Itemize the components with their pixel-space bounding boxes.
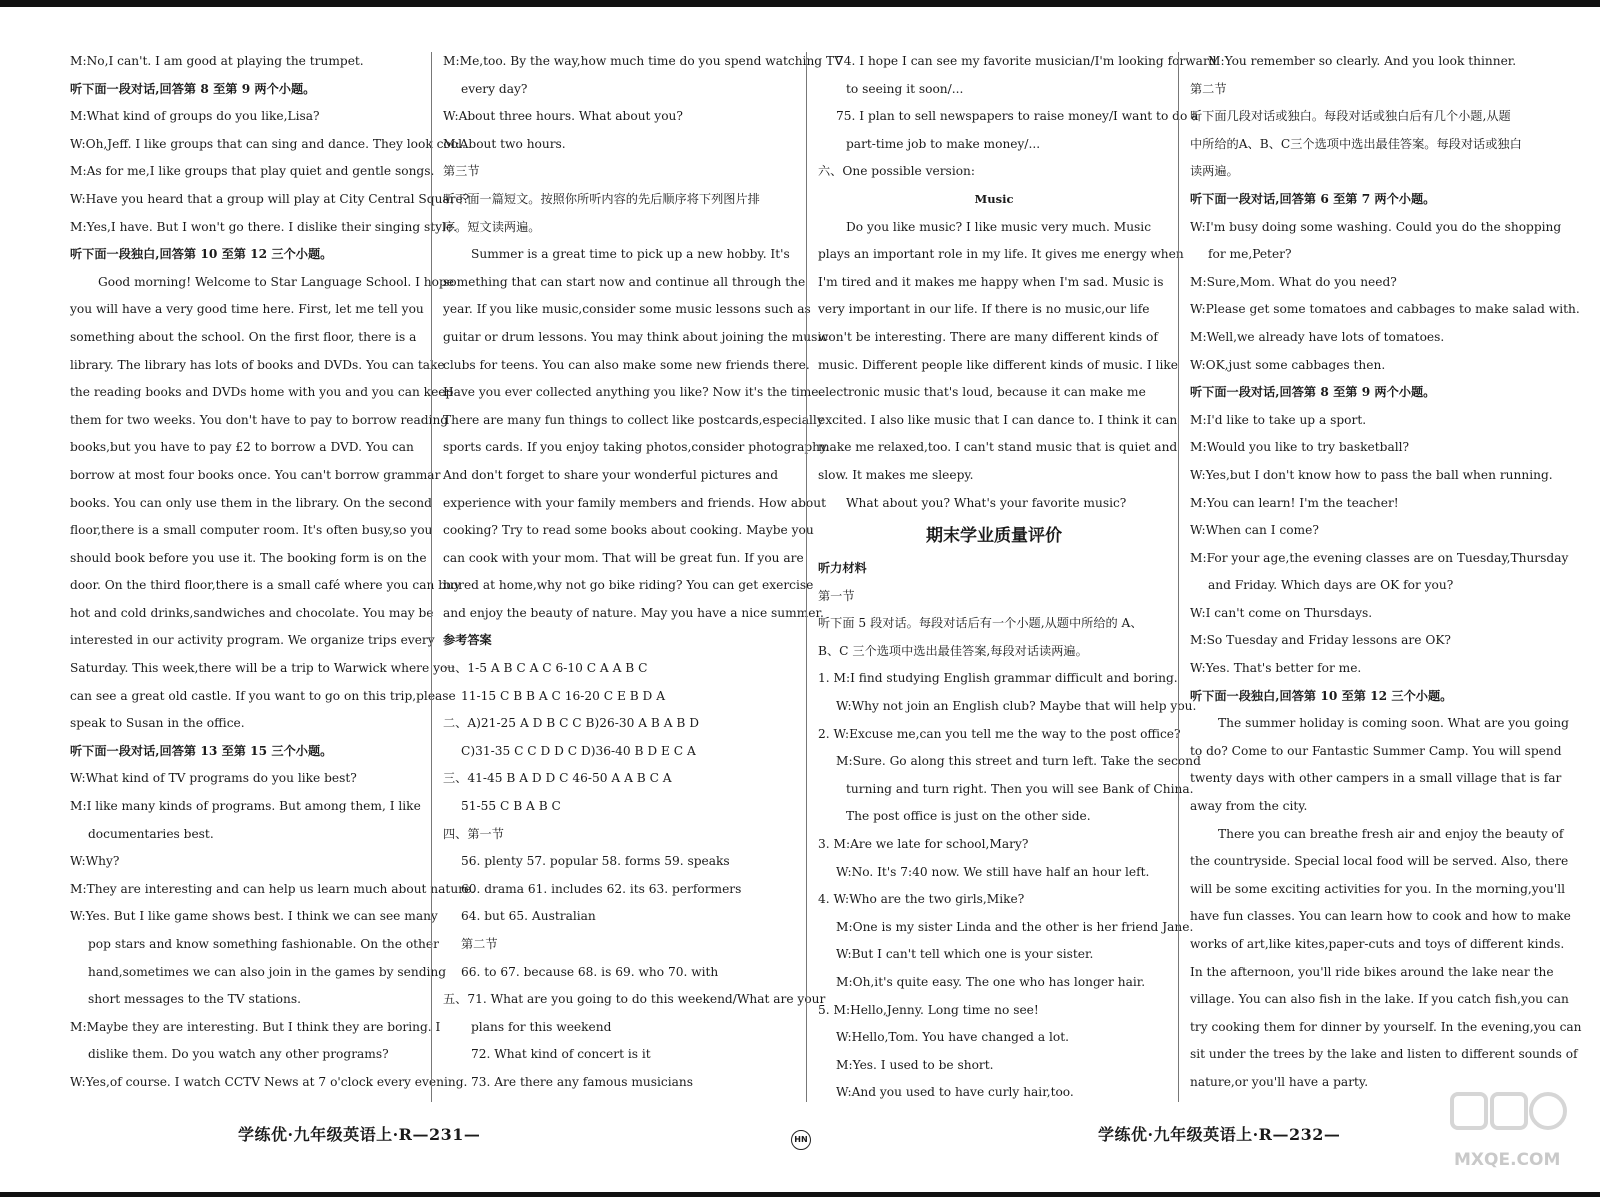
text-line: make me relaxed,too. I can't stand music that is quiet and bbox=[818, 440, 1178, 455]
text-line: pop stars and know something fashionable. On the other bbox=[88, 937, 439, 951]
text-line: hot and cold drinks,sandwiches and chocolate. You may be bbox=[70, 605, 434, 620]
text-line: 参考答案 bbox=[443, 633, 492, 648]
text-line: W:OK,just some cabbages then. bbox=[1190, 357, 1386, 372]
text-line: M:You can learn! I'm the teacher! bbox=[1190, 495, 1399, 510]
text-line: every day? bbox=[461, 81, 528, 96]
text-line: M:Yes. I used to be short. bbox=[836, 1057, 994, 1072]
text-line: 期末学业质量评价 bbox=[926, 526, 1062, 547]
text-line: W:I'm busy doing some washing. Could you do the shopping bbox=[1190, 219, 1562, 234]
text-line: speak to Susan in the office. bbox=[70, 716, 245, 731]
text-line: Good morning! Welcome to Star Language School. I hope bbox=[98, 274, 454, 289]
text-line: What about you? What's your favorite music? bbox=[846, 495, 1127, 510]
text-line: 第二节 bbox=[1190, 81, 1227, 96]
text-line: The summer holiday is coming soon. What are you going bbox=[1218, 716, 1569, 731]
text-line: you will have a very good time here. First, let me tell you bbox=[70, 302, 424, 317]
text-line: W:About three hours. What about you? bbox=[443, 109, 683, 124]
text-line: 72. What kind of concert is it bbox=[471, 1047, 651, 1062]
text-line: 听下面一段独白,回答第 10 至第 12 三个小题。 bbox=[70, 247, 333, 262]
text-line: slow. It makes me sleepy. bbox=[818, 467, 974, 482]
text-line: There you can breathe fresh air and enjoy the beauty of bbox=[1218, 826, 1564, 841]
text-line: 4. W:Who are the two girls,Mike? bbox=[818, 892, 1025, 907]
text-line: works of art,like kites,paper-cuts and toys of different kinds. bbox=[1190, 937, 1565, 951]
text-line: the reading books and DVDs home with you and you can keep bbox=[70, 385, 454, 400]
text-line: 四、第一节 bbox=[443, 826, 504, 841]
text-line: The post office is just on the other side. bbox=[846, 809, 1091, 824]
text-line: There are many fun things to collect like postcards,especially bbox=[443, 412, 824, 427]
bottom-edge bbox=[0, 1192, 1600, 1197]
text-line: M:About two hours. bbox=[443, 136, 566, 151]
text-line: M:Yes,I have. But I won't go there. I dislike their singing style. bbox=[70, 219, 458, 234]
text-line: have fun classes. You can learn how to cook and how to make bbox=[1190, 909, 1571, 924]
text-line: and enjoy the beauty of nature. May you have a nice summer. bbox=[443, 605, 824, 620]
page-footer-right: 学练优·九年级英语上·R—232— bbox=[1098, 1125, 1341, 1144]
text-line: 听下面一段对话,回答第 13 至第 15 三个小题。 bbox=[70, 743, 333, 758]
text-line: cooking? Try to read some books about cooking. Maybe you bbox=[443, 523, 814, 538]
text-line: 听下面一篇短文。按照你所听内容的先后顺序将下列图片排 bbox=[443, 191, 760, 206]
text-line: clubs for teens. You can also make some new friends there. bbox=[443, 357, 810, 372]
text-line: music. Different people like different kinds of music. I like bbox=[818, 357, 1178, 372]
text-line: can see a great old castle. If you want to go on this trip,please bbox=[70, 688, 456, 703]
text-line: M:What kind of groups do you like,Lisa? bbox=[70, 109, 320, 124]
text-line: W:Oh,Jeff. I like groups that can sing and dance. They look cool. bbox=[70, 136, 466, 151]
text-line: 第二节 bbox=[461, 937, 498, 951]
text-line: M:As for me,I like groups that play quiet and gentle songs. bbox=[70, 164, 435, 179]
text-line: 73. Are there any famous musicians bbox=[471, 1074, 694, 1089]
text-line: borrow at most four books once. You can't borrow grammar bbox=[70, 467, 441, 482]
text-line: excited. I also like music that I can dance to. I think it can bbox=[818, 412, 1178, 427]
text-line: M:One is my sister Linda and the other is her friend Jane. bbox=[836, 919, 1194, 934]
text-line: W:No. It's 7:40 now. We still have half an hour left. bbox=[836, 864, 1150, 879]
text-line: 1. M:I find studying English grammar difficult and boring. bbox=[818, 671, 1178, 686]
text-line: plans for this weekend bbox=[471, 1019, 612, 1034]
text-line: In the afternoon, you'll ride bikes around the lake near the bbox=[1190, 964, 1554, 979]
text-line: Saturday. This week,there will be a trip to Warwick where you bbox=[70, 661, 456, 676]
text-line: Do you like music? I like music very much. Music bbox=[846, 219, 1152, 234]
column-4 bbox=[1190, 48, 1582, 1108]
text-line: M:No,I can't. I am good at playing the trumpet. bbox=[70, 54, 364, 68]
column-divider bbox=[806, 52, 807, 1102]
text-line: W:Hello,Tom. You have changed a lot. bbox=[836, 1030, 1070, 1045]
text-line: electronic music that's loud, because it can make me bbox=[818, 385, 1146, 400]
text-line: 听力材料 bbox=[818, 561, 867, 576]
text-line: library. The library has lots of books and DVDs. You can take bbox=[70, 357, 445, 372]
text-line: M:I'd like to take up a sport. bbox=[1190, 412, 1367, 427]
text-line: sports cards. If you enjoy taking photos,consider photography. bbox=[443, 440, 830, 455]
text-line: Summer is a great time to pick up a new hobby. It's bbox=[471, 247, 790, 262]
hn-badge: HN bbox=[791, 1130, 811, 1150]
text-line: B、C 三个选项中选出最佳答案,每段对话读两遍。 bbox=[818, 643, 1088, 658]
text-line: something that can start now and continue all through the bbox=[443, 274, 806, 289]
text-line: and Friday. Which days are OK for you? bbox=[1208, 578, 1454, 593]
text-line: 11-15 C B B A C 16-20 C E B D A bbox=[461, 688, 665, 703]
text-line: floor,there is a small computer room. It's often busy,so you bbox=[70, 523, 433, 538]
text-line: C)31-35 C C D D C D)36-40 B D E C A bbox=[461, 743, 696, 758]
text-line: can cook with your mom. That will be great fun. If you are bbox=[443, 550, 804, 565]
text-line: interested in our activity program. We organize trips every bbox=[70, 633, 435, 648]
text-line: M:Sure. Go along this street and turn left. Take the second bbox=[836, 754, 1201, 769]
column-divider bbox=[1178, 52, 1179, 1102]
text-line: M:I like many kinds of programs. But among them, I like bbox=[70, 799, 421, 814]
text-line: M:So Tuesday and Friday lessons are OK? bbox=[1190, 633, 1451, 648]
text-line: 3. M:Are we late for school,Mary? bbox=[818, 837, 1029, 852]
text-line: Have you ever collected anything you like? Now it's the time. bbox=[443, 385, 823, 400]
text-line: 听下面一段对话,回答第 8 至第 9 两个小题。 bbox=[70, 81, 316, 96]
text-line: 听下面几段对话或独白。每段对话或独白后有几个小题,从题 bbox=[1190, 109, 1511, 124]
text-line: 75. I plan to sell newspapers to raise money/I want to do a bbox=[836, 109, 1199, 124]
text-line: 2. W:Excuse me,can you tell me the way to the post office? bbox=[818, 726, 1181, 741]
text-line: W:I can't come on Thursdays. bbox=[1190, 605, 1373, 620]
text-line: dislike them. Do you watch any other programs? bbox=[88, 1047, 389, 1062]
text-line: W:And you used to have curly hair,too. bbox=[836, 1085, 1074, 1100]
text-line: books,but you have to pay £2 to borrow a DVD. You can bbox=[70, 440, 414, 455]
text-line: M:Well,we already have lots of tomatoes. bbox=[1190, 329, 1445, 344]
text-line: Music bbox=[974, 191, 1014, 206]
top-edge bbox=[0, 0, 1600, 7]
text-line: the countryside. Special local food will be served. Also, there bbox=[1190, 854, 1569, 869]
text-line: very important in our life. If there is no music,our life bbox=[818, 302, 1150, 317]
text-line: M:For your age,the evening classes are on Tuesday,Thursday bbox=[1190, 550, 1569, 565]
text-line: 听下面一段对话,回答第 8 至第 9 两个小题。 bbox=[1190, 385, 1436, 400]
text-line: W:Why not join an English club? Maybe that will help you. bbox=[836, 699, 1197, 714]
text-line: experience with your family members and friends. How about bbox=[443, 495, 827, 510]
text-line: door. On the third floor,there is a small café where you can buy bbox=[70, 578, 461, 593]
text-line: to do? Come to our Fantastic Summer Camp. You will spend bbox=[1190, 743, 1562, 758]
text-line: W:But I can't tell which one is your sister. bbox=[836, 947, 1094, 962]
text-line: 60. drama 61. includes 62. its 63. performers bbox=[461, 881, 742, 896]
text-line: books. You can only use them in the library. On the second bbox=[70, 495, 432, 510]
text-line: 中所给的A、B、C三个选项中选出最佳答案。每段对话或独白 bbox=[1190, 136, 1522, 151]
text-line: W:Yes,of course. I watch CCTV News at 7 o'clock every evening. bbox=[70, 1074, 468, 1089]
text-line: them for two weeks. You don't have to pay to borrow reading bbox=[70, 412, 449, 427]
text-line: 64. but 65. Australian bbox=[461, 909, 596, 924]
text-line: M:Sure,Mom. What do you need? bbox=[1190, 274, 1397, 289]
text-line: for me,Peter? bbox=[1208, 247, 1292, 262]
text-line: away from the city. bbox=[1190, 799, 1308, 814]
text-line: nature,or you'll have a party. bbox=[1190, 1074, 1369, 1089]
text-line: should book before you use it. The booking form is on the bbox=[70, 550, 427, 565]
text-line: sit under the trees by the lake and listen to different sounds of bbox=[1190, 1047, 1578, 1062]
text-line: 听下面 5 段对话。每段对话后有一个小题,从题中所给的 A、 bbox=[818, 616, 1143, 631]
text-line: plays an important role in my life. It gives me energy when bbox=[818, 247, 1184, 262]
text-line: documentaries best. bbox=[88, 826, 214, 841]
text-line: guitar or drum lessons. You may think about joining the music bbox=[443, 329, 829, 344]
text-line: W:Yes. But I like game shows best. I think we can see many bbox=[70, 909, 438, 924]
text-line: 74. I hope I can see my favorite musician/I'm looking forward bbox=[836, 54, 1217, 68]
text-line: bored at home,why not go bike riding? You can get exercise bbox=[443, 578, 814, 593]
text-line: hand,sometimes we can also join in the games by sending bbox=[88, 964, 447, 979]
text-line: M:They are interesting and can help us learn much about nature. bbox=[70, 881, 476, 896]
page-footer-left: 学练优·九年级英语上·R—231— bbox=[238, 1125, 481, 1144]
text-line: M:You remember so clearly. And you look thinner. bbox=[1208, 54, 1517, 68]
text-line: won't be interesting. There are many different kinds of bbox=[818, 329, 1158, 344]
text-line: 听下面一段独白,回答第 10 至第 12 三个小题。 bbox=[1190, 688, 1453, 703]
text-line: 51-55 C B A B C bbox=[461, 799, 561, 814]
text-line: 读两遍。 bbox=[1190, 164, 1239, 179]
text-line: short messages to the TV stations. bbox=[88, 992, 302, 1007]
text-line: W:When can I come? bbox=[1190, 523, 1319, 538]
text-line: W:Have you heard that a group will play at City Central Square? bbox=[70, 191, 470, 206]
text-line: M:Me,too. By the way,how much time do you spend watching TV bbox=[443, 54, 843, 68]
text-line: turning and turn right. Then you will see Bank of China. bbox=[846, 781, 1194, 796]
text-line: to seeing it soon/... bbox=[846, 81, 964, 96]
text-line: try cooking them for dinner by yourself. In the evening,you can bbox=[1190, 1019, 1582, 1034]
text-line: M:Maybe they are interesting. But I think they are boring. I bbox=[70, 1019, 441, 1034]
text-line: 二、A)21-25 A D B C C B)26-30 A B A B D bbox=[443, 716, 699, 731]
text-line: M:Oh,it's quite easy. The one who has longer hair. bbox=[836, 975, 1146, 989]
text-line: 5. M:Hello,Jenny. Long time no see! bbox=[818, 1002, 1039, 1017]
text-line: 56. plenty 57. popular 58. forms 59. speaks bbox=[461, 854, 730, 869]
column-divider bbox=[431, 52, 432, 1102]
text-line: part-time job to make money/... bbox=[846, 136, 1041, 151]
text-line: W:Yes. That's better for me. bbox=[1190, 661, 1362, 676]
text-line: village. You can also fish in the lake. If you catch fish,you can bbox=[1190, 992, 1569, 1007]
text-line: 一、1-5 A B C A C 6-10 C A A B C bbox=[443, 661, 648, 676]
text-line: I'm tired and it makes me happy when I'm sad. Music is bbox=[818, 274, 1164, 289]
text-line: And don't forget to share your wonderful pictures and bbox=[443, 467, 779, 482]
text-line: W:Why? bbox=[70, 854, 120, 869]
text-line: 听下面一段对话,回答第 6 至第 7 两个小题。 bbox=[1190, 191, 1436, 206]
text-line: W:Yes,but I don't know how to pass the ball when running. bbox=[1190, 467, 1553, 482]
text-line: 三、41-45 B A D D C 46-50 A A B C A bbox=[443, 771, 672, 786]
text-line: W:What kind of TV programs do you like best? bbox=[70, 771, 357, 786]
text-line: 五、71. What are you going to do this weekend/What are your bbox=[443, 992, 826, 1007]
text-line: twenty days with other campers in a small village that is far bbox=[1190, 771, 1562, 786]
text-line: something about the school. On the first floor, there is a bbox=[70, 329, 417, 344]
watermark-text: MXQE.COM bbox=[1454, 1150, 1561, 1170]
text-line: year. If you like music,consider some music lessons such as bbox=[443, 302, 811, 317]
text-line: 第三节 bbox=[443, 164, 480, 179]
text-line: W:Please get some tomatoes and cabbages to make salad with. bbox=[1190, 302, 1580, 317]
text-line: M:Would you like to try basketball? bbox=[1190, 440, 1410, 455]
text-line: 66. to 67. because 68. is 69. who 70. with bbox=[461, 964, 719, 979]
text-line: 序。短文读两遍。 bbox=[443, 219, 541, 234]
text-line: 第一节 bbox=[818, 588, 855, 603]
text-line: will be some exciting activities for you. In the morning,you'll bbox=[1190, 881, 1566, 896]
text-line: 六、One possible version: bbox=[818, 164, 976, 179]
